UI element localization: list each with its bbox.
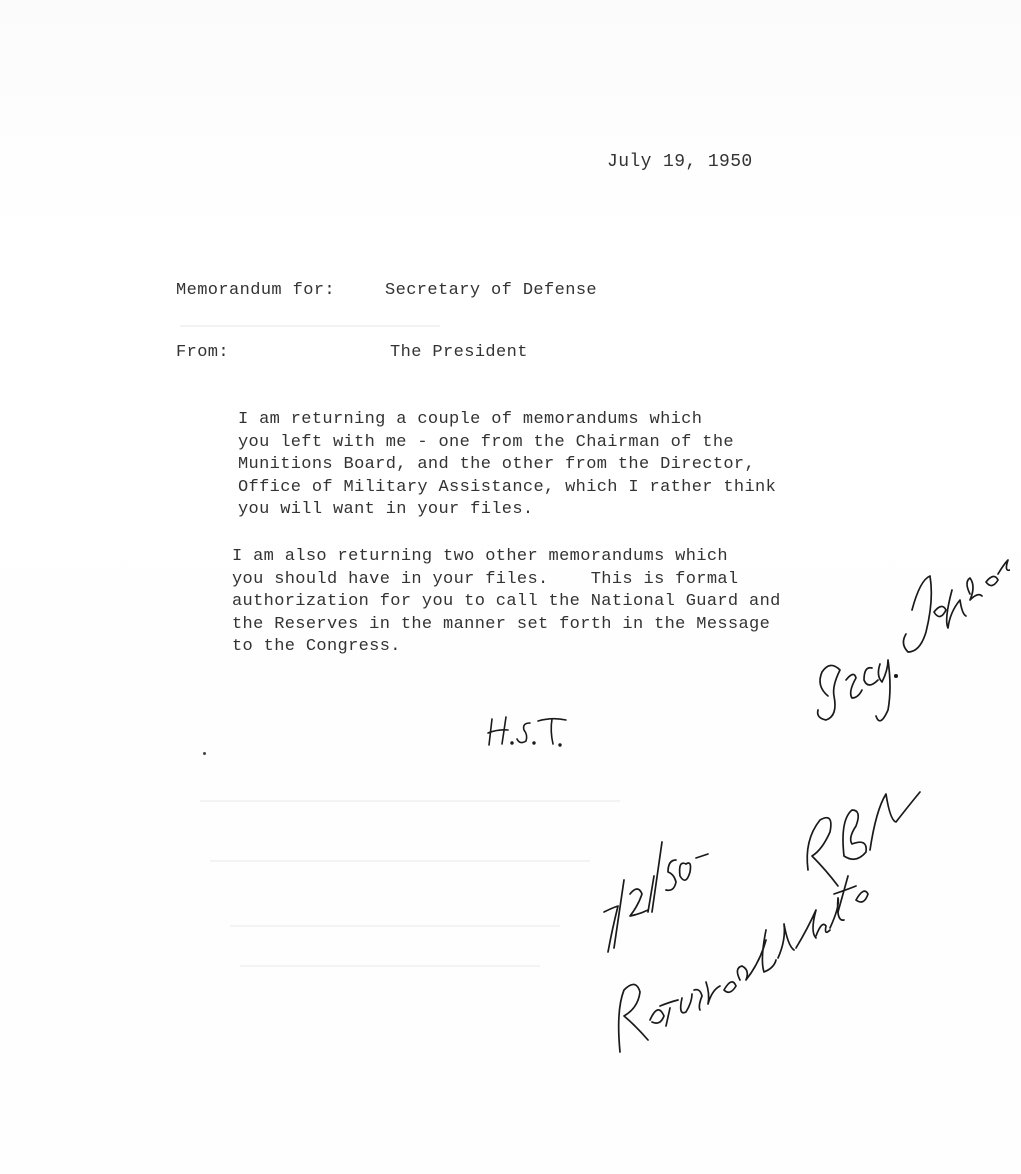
- stray-mark: [203, 752, 206, 755]
- paragraph-line: Munitions Board, and the other from the Director,: [238, 455, 756, 474]
- memo-for-label: Memorandum for:: [176, 281, 336, 300]
- handwritten-initials: [486, 711, 576, 751]
- bleed-through-line: [230, 925, 560, 927]
- paragraph-line: authorization for you to call the National Guard and: [232, 592, 781, 611]
- paragraph-line: to the Congress.: [232, 637, 401, 656]
- paragraph-line: you left with me - one from the Chairman of the: [238, 432, 734, 452]
- bleed-through-line: [180, 325, 440, 327]
- paragraph-line: I am also returning two other memorandums which: [232, 547, 728, 566]
- paragraph-line: Office of Military Assistance, which I rather think: [238, 477, 777, 497]
- bleed-through-line: [200, 800, 620, 802]
- bleed-through-line: [240, 965, 540, 967]
- paragraph-line: I am returning a couple of memorandums which: [238, 410, 703, 429]
- handwritten-annotation: [590, 520, 1010, 1060]
- from-label: From:: [176, 343, 230, 362]
- body-paragraph-1: [238, 409, 798, 522]
- memo-for-value: Secretary of Defense: [385, 281, 598, 300]
- bleed-through-line: [210, 860, 590, 862]
- paragraph-line: you will want in your files.: [238, 500, 534, 519]
- from-value: The President: [390, 343, 528, 362]
- paragraph-line: you should have in your files. This is formal: [232, 569, 739, 589]
- memo-date: July 19, 1950: [607, 152, 753, 172]
- paragraph-line: the Reserves in the manner set forth in the Message: [232, 614, 771, 634]
